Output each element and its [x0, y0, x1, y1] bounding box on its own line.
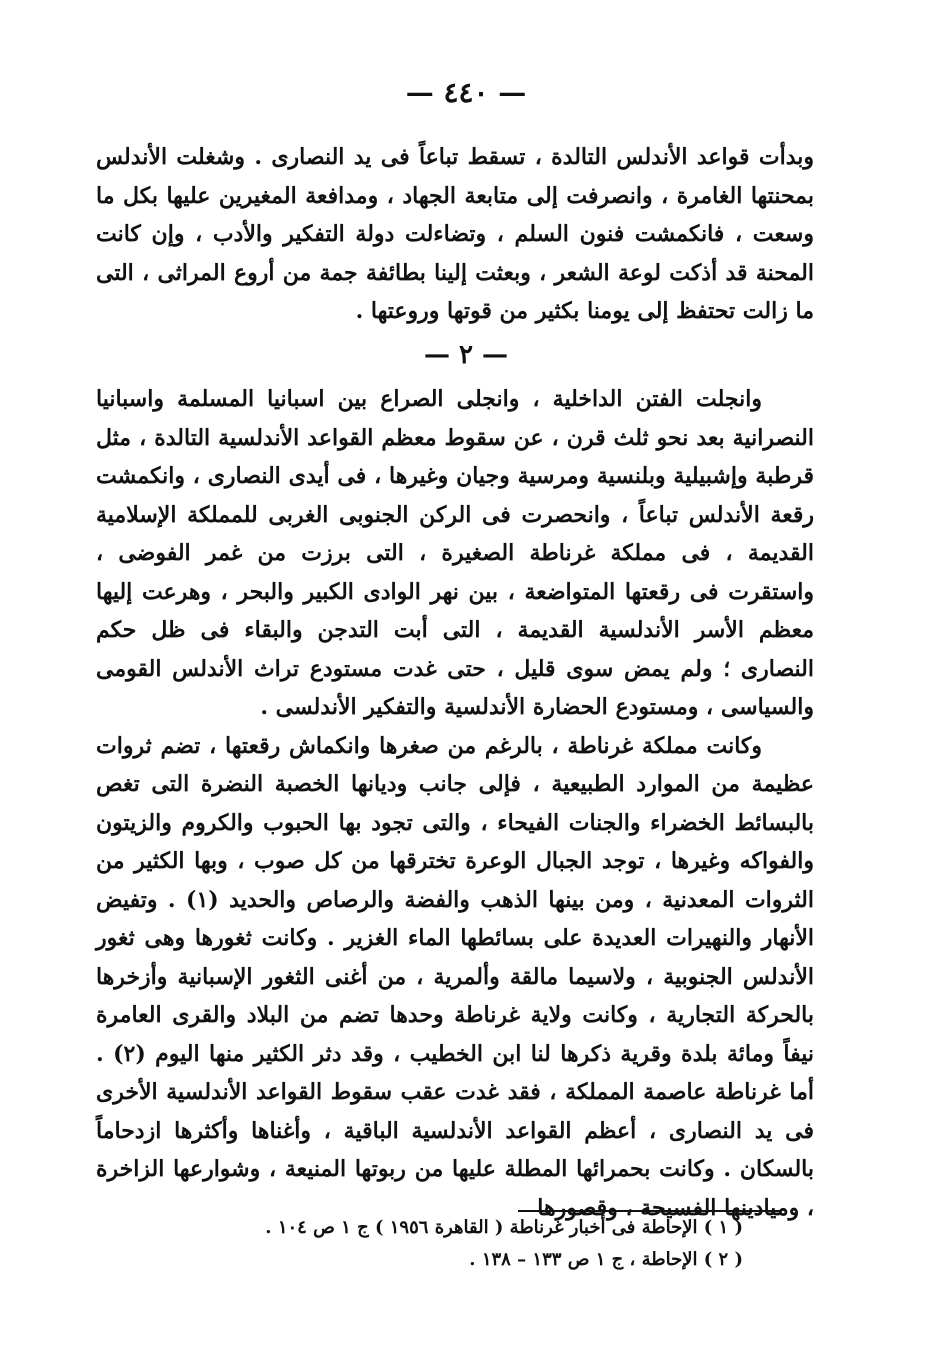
intro-paragraph: وبدأت قواعد الأندلس التالدة ، تسقط تباعاً فى يد النصارى . وشغلت الأندلس بمحنتها الغامرة ، وانصرفت إلى متابعة الجهاد ، ومدافعة المغيرين عليها بكل ما وسعت ، فانكمشت فنون السلم ، وتضاءلت دولة التفكير والأدب ، وإن كانت المحنة قد أذكت لوعة الشعر ، وبعثت إلينا بطائفة جمة من أروع المراثى ، التى ما زالت تحتفظ إلى يومنا بكثير من قوتها وروعتها . — [96, 144, 814, 324]
page-number: — ٤٤٠ — — [405, 76, 527, 109]
section-2-paragraph-2: وكانت مملكة غرناطة ، بالرغم من صغرها وانكماش رقعتها ، تضم ثروات عظيمة من الموارد الطبيعية ، فإلى جانب وديانها الخصبة النضرة التى تغص بالبسائط الخضراء والجنات الفيحاء ، والتى تجود بها الحبوب والكروم والزيتون والفواكه وغيرها ، توجد الجبال الوعرة تخترقها من كل صوب ، وبها الكثير من الثروات المعدنية ، ومن بينها الذهب والفضة والرصاص والحديد (١) . وتفيض الأنهار والنهيرات العديدة على بسائطها الماء الغزير . وكانت ثغورها وهى ثغور الأندلس الجنوبية ، ولاسيما مالقة وألمرية ، من أغنى الثغور الإسبانية وأزخرها بالحركة التجارية ، وكانت ولاية غرناطة وحدها تضم من البلاد والقرى العامرة نيفاً ومائة بلدة وقرية ذكرها لنا ابن الخطيب ، وقد دثر الكثير منها اليوم (٢) . أما غرناطة عاصمة المملكة ، فقد غدت عقب سقوط القواعد الأندلسية الأخرى فى يد النصارى ، أعظم القواعد الأندلسية الباقية ، وأغناها وأكثرها ازدحاماً بالسكان . وكانت بحمرائها المطلة عليها من ربوتها المنيعة ، وشوارعها الزاخرة ، وميادينها الفسيحة ، وقصورها — [96, 732, 815, 1221]
footnotes — [200, 1212, 743, 1276]
intro-block — [96, 138, 814, 331]
footnote-2: ( ٢ ) الإحاطة ، ج ١ ص ١٣٣ – ١٣٨ . — [469, 1249, 743, 1270]
section-number: — ٢ — — [423, 340, 509, 370]
section-2-block — [96, 380, 814, 1227]
section-2-paragraph-1: وانجلت الفتن الداخلية ، وانجلى الصراع بين اسبانيا المسلمة واسبانيا النصرانية بعد نحو ثلث قرن ، عن سقوط معظم القواعد الأندلسية التالدة ، مثل قرطبة وإشبيلية وبلنسية ومرسية وجيان وغيرها ، فى أيدى النصارى ، وانكمشت رقعة الأندلس تباعاً ، وانحصرت فى الركن الجنوبى الغربى للمملكة الإسلامية القديمة ، فى مملكة غرناطة الصغيرة ، التى برزت من غمر الفوضى ، واستقرت فى رقعتها المتواضعة ، بين نهر الوادى الكبير والبحر ، وهرعت إليها معظم الأسر الأندلسية القديمة ، التى أبت التدجن والبقاء فى ظل حكم النصارى ؛ ولم يمض سوى قليل ، حتى غدت مستودع تراث الأندلس القومى والسياسى ، ومستودع الحضارة الأندلسية والتفكير الأندلسى . — [96, 386, 814, 720]
footnote-1: ( ١ ) الإحاطة فى أخبار غرناطة ( القاهرة ١٩٥٦ ) ج ١ ص ١٠٤ . — [265, 1217, 743, 1238]
